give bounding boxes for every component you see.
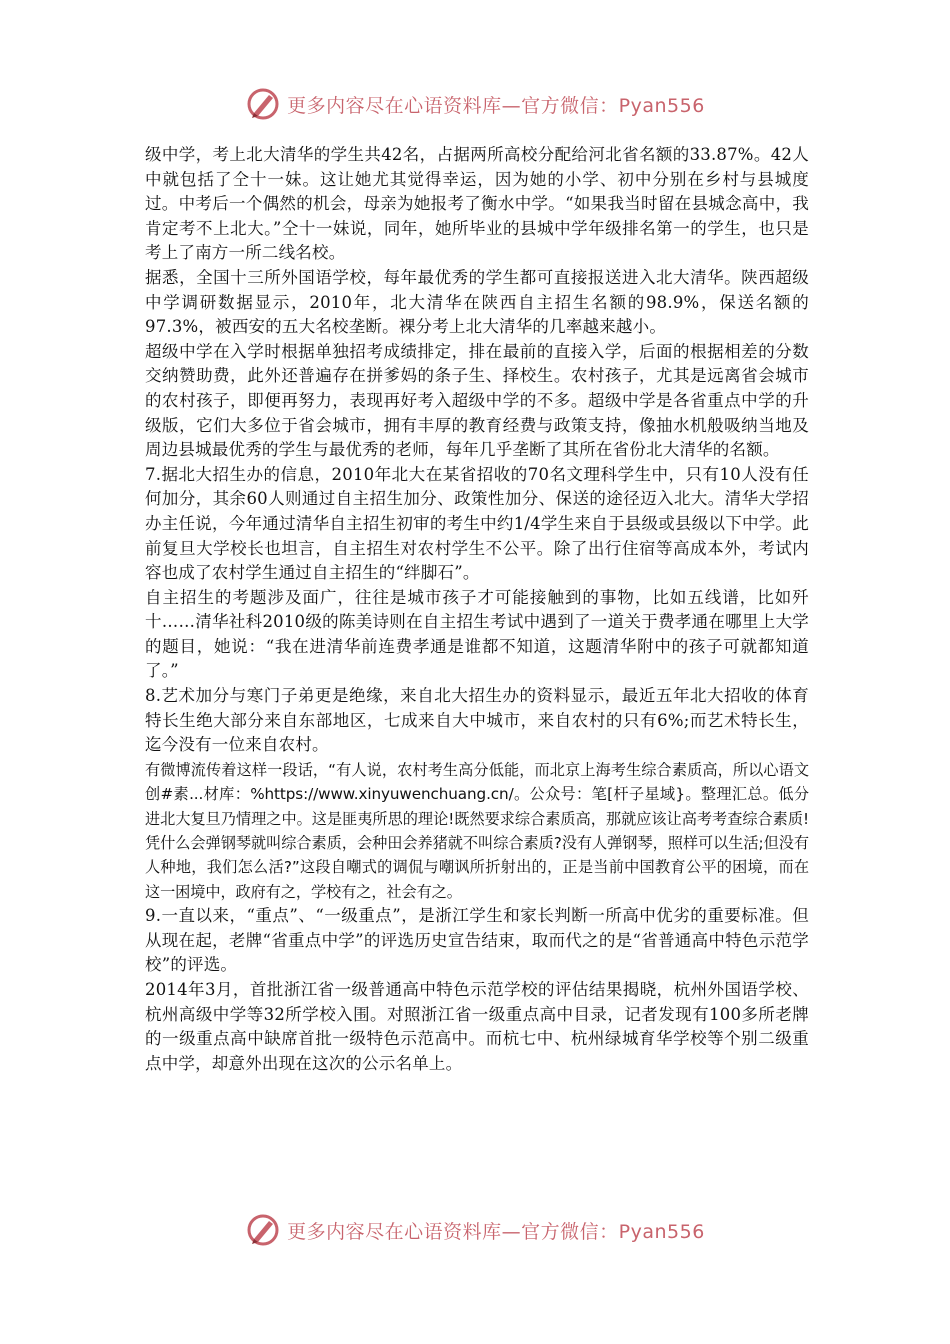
document-body bbox=[145, 143, 809, 1076]
banner-text: 更多内容尽在心语资料库—官方微信：Pyan556 bbox=[287, 94, 705, 117]
footer-banner bbox=[0, 1210, 950, 1250]
paragraph: 超级中学在入学时根据单独招考成绩排定，排在最前的直接入学，后面的根据相差的分数交纳赞助费，此外还普遍存在拼爹妈的条子生、择校生。农村孩子，尤其是远离省会城市的农村孩子，即便再努力，表现再好考入超级中学的不多。超级中学是各省重点中学的升级版，它们大多位于省会城市，拥有丰厚的教育经费与政策支持，像抽水机般吸纳当地及周边县城最优秀的学生与最优秀的老师，每年几乎垄断了其所在省份北大清华的名额。 bbox=[145, 341, 809, 460]
header-banner bbox=[0, 84, 950, 124]
paragraph: 7.据北大招生办的信息，2010年北大在某省招收的70名文理科学生中，只有10人没有任何加分，其余60人则通过自主招生加分、政策性加分、保送的途径迈入北大。清华大学招办主任说，今年通过清华自主招生初审的考生中约1/4学生来自于县级或县级以下中学。此前复旦大学校长也坦言，自主招生对农村学生不公平。除了出行住宿等高成本外，考试内容也成了农村学生通过自主招生的“绊脚石”。 bbox=[145, 464, 809, 583]
paragraph: 据悉，全国十三所外国语学校，每年最优秀的学生都可直接报送进入北大清华。陕西超级中学调研数据显示，2010年，北大清华在陕西自主招生名额的98.9%，保送名额的97.3%，被西安的五大名校垄断。裸分考上北大清华的几率越来越小。 bbox=[145, 267, 809, 337]
banner-text: 更多内容尽在心语资料库—官方微信：Pyan556 bbox=[287, 1220, 705, 1243]
pen-logo-icon bbox=[245, 86, 281, 122]
paragraph-weibo-quote: 有微博流传着这样一段话，“有人说，农村考生高分低能，而北京上海考生综合素质高，所以心语文创#素...材库：%https://www.xinyuwenchuang.cn/。公众号：笔[杆子星域}。整理汇总。低分进北大复旦乃情理之中。这是匪夷所思的理论!既然要求综合素质高，那就应该让高考考查综合素质!凭什么会弹钢琴就叫综合素质，会种田会养猪就不叫综合素质?没有人弹钢琴，照样可以生活;但没有人种地，我们怎么活?”这段自嘲式的调侃与嘲讽所折射出的，正是当前中国教育公平的困境，而在这一困境中，政府有之，学校有之，社会有之。 bbox=[145, 760, 809, 901]
paragraph: 级中学，考上北大清华的学生共42名，占据两所高校分配给河北省名额的33.87%。42人中就包括了仝十一妹。这让她尤其觉得幸运，因为她的小学、初中分别在乡村与县城度过。中考后一个偶然的机会，母亲为她报考了衡水中学。“如果我当时留在县城念高中，我肯定考不上北大。”仝十一妹说，同年，她所毕业的县城中学年级排名第一的学生，也只是考上了南方一所二线名校。 bbox=[145, 145, 809, 263]
paragraph: 8.艺术加分与寒门子弟更是绝缘，来自北大招生办的资料显示，最近五年北大招收的体育特长生绝大部分来自东部地区，七成来自大中城市，来自农村的只有6%;而艺术特长生，迄今没有一位来自农村。 bbox=[145, 686, 809, 755]
paragraph: 2014年3月，首批浙江省一级普通高中特色示范学校的评估结果揭晓，杭州外国语学校、杭州高级中学等32所学校入围。对照浙江省一级重点高中目录，记者发现有100多所老牌的一级重点高中缺席首批一级特色示范高中。而杭七中、杭州绿城育华学校等个别二级重点中学，却意外出现在这次的公示名单上。 bbox=[145, 980, 809, 1073]
pen-logo-icon bbox=[245, 1212, 281, 1248]
paragraph: 9.一直以来，“重点”、“一级重点”，是浙江学生和家长判断一所高中优劣的重要标准。但从现在起，老牌“省重点中学”的评选历史宣告结束，取而代之的是“省普通高中特色示范学校”的评选。 bbox=[145, 906, 809, 975]
paragraph: 自主招生的考题涉及面广，往往是城市孩子才可能接触到的事物，比如五线谱，比如歼十……清华社科2010级的陈美诗则在自主招生考试中遇到了一道关于费孝通在哪里上大学的题目，她说：“我在进清华前连费孝通是谁都不知道，这题清华附中的孩子可就都知道了。” bbox=[145, 587, 809, 681]
